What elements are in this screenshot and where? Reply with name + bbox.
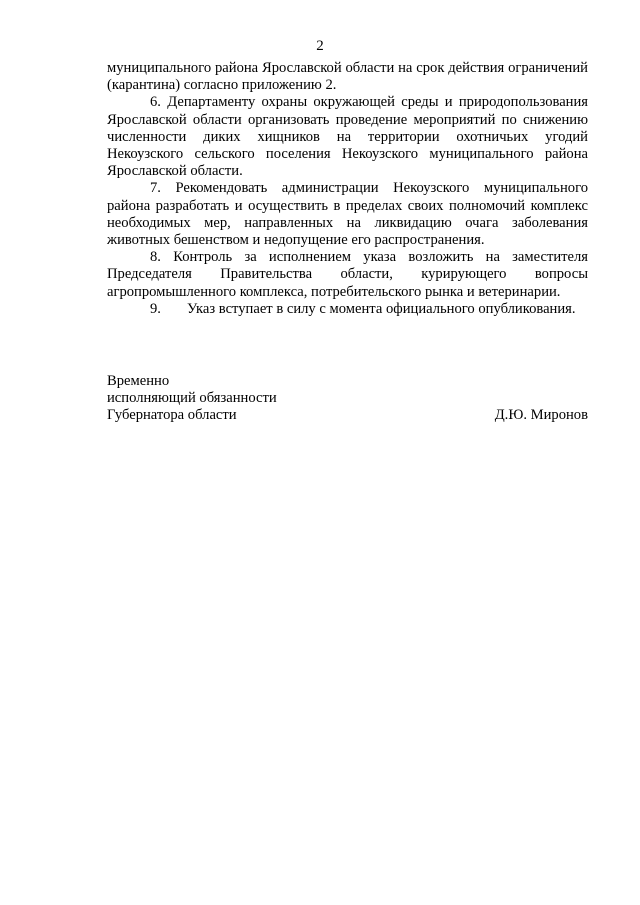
paragraph-item-9	[107, 301, 588, 318]
paragraph-continuation: муниципального района Ярославской области на срок действия ограничений (карантина) согласно приложению 2.	[107, 60, 588, 94]
page-number: 2	[316, 38, 324, 54]
paragraph-item-6: 6. Департаменту охраны окружающей среды и природопользования Ярославской области организовать проведение мероприятий по снижению численности диких хищников на территории охотничьих угодий Некоузского сельского поселения Некоузского муниципального района Ярославской области.	[107, 94, 588, 180]
item-9-number: 9.	[150, 300, 161, 317]
signatory-title-line-2: исполняющий обязанности	[107, 390, 277, 407]
paragraph-item-7: 7. Рекомендовать администрации Некоузского муниципального района разработать и осуществить в пределах своих полномочий комплекс необходимых мер, направленных на ликвидацию очага заболевания животных бешенством и недопущение его распространения.	[107, 180, 588, 249]
signatory-title-line-1: Временно	[107, 373, 170, 389]
signatory-line	[107, 407, 588, 424]
paragraph-item-8: 8. Контроль за исполнением указа возложить на заместителя Председателя Правительства области, курирующего вопросы агропромышленного комплекса, потребительского рынка и ветеринарии.	[107, 249, 588, 300]
decree-body	[107, 60, 588, 318]
signatory-name: Д.Ю. Миронов	[494, 407, 588, 424]
item-9-text: Указ вступает в силу с момента официального опубликования.	[186, 300, 576, 317]
signatory-title-line-3: Губернатора области	[107, 407, 237, 424]
signature-block	[107, 373, 588, 425]
